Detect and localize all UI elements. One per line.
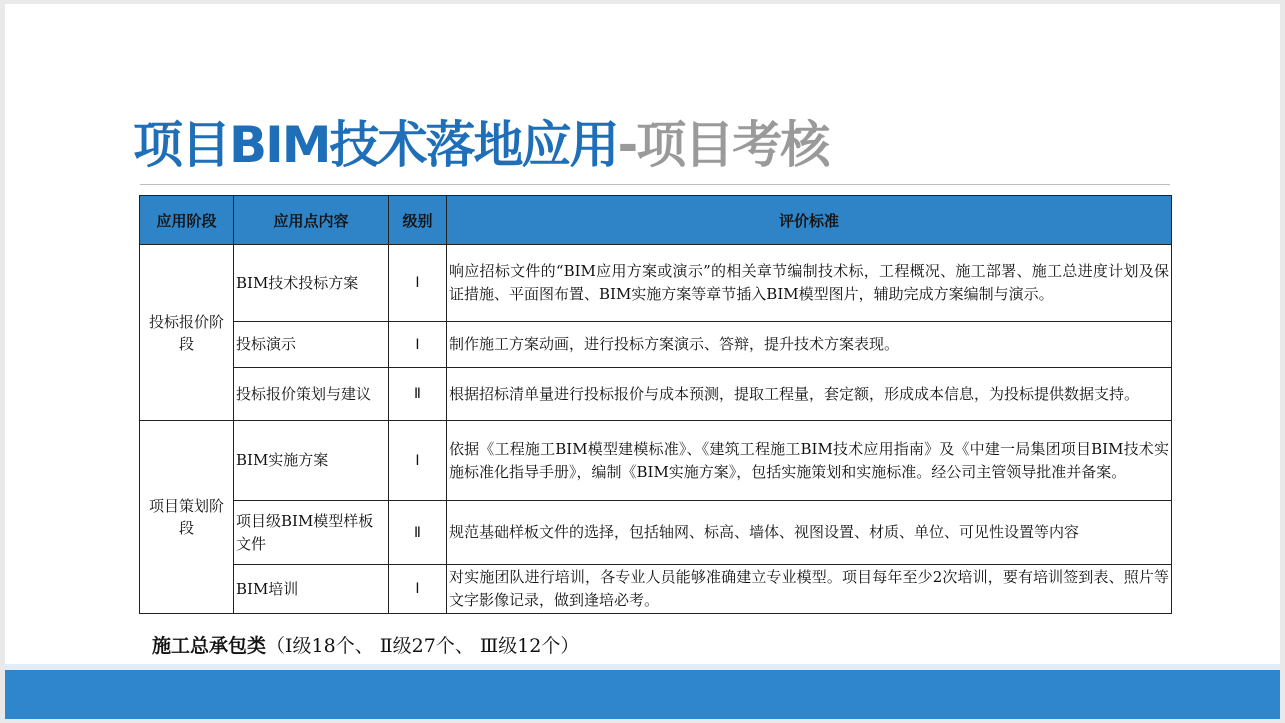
point-cell: 投标报价策划与建议 — [234, 368, 389, 421]
summary-counts: （Ⅰ级18个、 Ⅱ级27个、 Ⅲ级12个） — [266, 635, 580, 657]
title-main: 项目BIM技术落地应用 — [133, 116, 618, 174]
summary-note — [152, 631, 579, 658]
header-point: 应用点内容 — [234, 196, 389, 245]
footer-band — [5, 670, 1280, 719]
header-criteria: 评价标准 — [447, 196, 1172, 245]
table-row — [140, 368, 1172, 421]
level-cell: Ⅰ — [389, 322, 447, 368]
criteria-cell: 依据《工程施工BIM模型建模标准》、《建筑工程施工BIM技术应用指南》及《中建一局集团项目BIM技术实施标准化指导手册》，编制《BIM实施方案》，包括实施策划和实施标准。经公司主管领导批准并备案。 — [447, 421, 1172, 501]
criteria-cell: 响应招标文件的“BIM应用方案或演示”的相关章节编制技术标，工程概况、施工部署、施工总进度计划及保证措施、平面图布置、BIM实施方案等章节插入BIM模型图片，辅助完成方案编制与演示。 — [447, 245, 1172, 322]
point-cell: BIM实施方案 — [234, 421, 389, 501]
evaluation-table — [139, 195, 1172, 614]
point-cell: 项目级BIM模型样板文件 — [234, 501, 389, 565]
level-cell: Ⅰ — [389, 421, 447, 501]
criteria-cell: 制作施工方案动画，进行投标方案演示、答辩，提升技术方案表现。 — [447, 322, 1172, 368]
table-row — [140, 421, 1172, 501]
summary-category: 施工总承包类 — [152, 635, 267, 657]
slide — [5, 4, 1280, 719]
title-sub: 项目考核 — [636, 116, 829, 174]
stage-cell: 投标报价阶段 — [140, 245, 234, 421]
criteria-cell: 规范基础样板文件的选择，包括轴网、标高、墙体、视图设置、材质、单位、可见性设置等内容 — [447, 501, 1172, 565]
criteria-cell: 对实施团队进行培训，各专业人员能够准确建立专业模型。项目每年至少2次培训，要有培训签到表、照片等文字影像记录，做到逢培必考。 — [447, 565, 1172, 614]
table-row — [140, 245, 1172, 322]
level-cell: Ⅰ — [389, 565, 447, 614]
stage-cell: 项目策划阶段 — [140, 421, 234, 614]
level-cell: Ⅰ — [389, 245, 447, 322]
page-title — [133, 112, 828, 178]
title-divider — [140, 184, 1170, 185]
title-separator: - — [617, 116, 637, 174]
point-cell: 投标演示 — [234, 322, 389, 368]
header-stage: 应用阶段 — [140, 196, 234, 245]
table-row — [140, 565, 1172, 614]
criteria-cell: 根据招标清单量进行投标报价与成本预测，提取工程量，套定额，形成成本信息，为投标提供数据支持。 — [447, 368, 1172, 421]
table-row — [140, 501, 1172, 565]
point-cell: BIM技术投标方案 — [234, 245, 389, 322]
point-cell: BIM培训 — [234, 565, 389, 614]
table-row — [140, 322, 1172, 368]
level-cell: Ⅱ — [389, 501, 447, 565]
table-header-row — [140, 196, 1172, 245]
header-level: 级别 — [389, 196, 447, 245]
level-cell: Ⅱ — [389, 368, 447, 421]
